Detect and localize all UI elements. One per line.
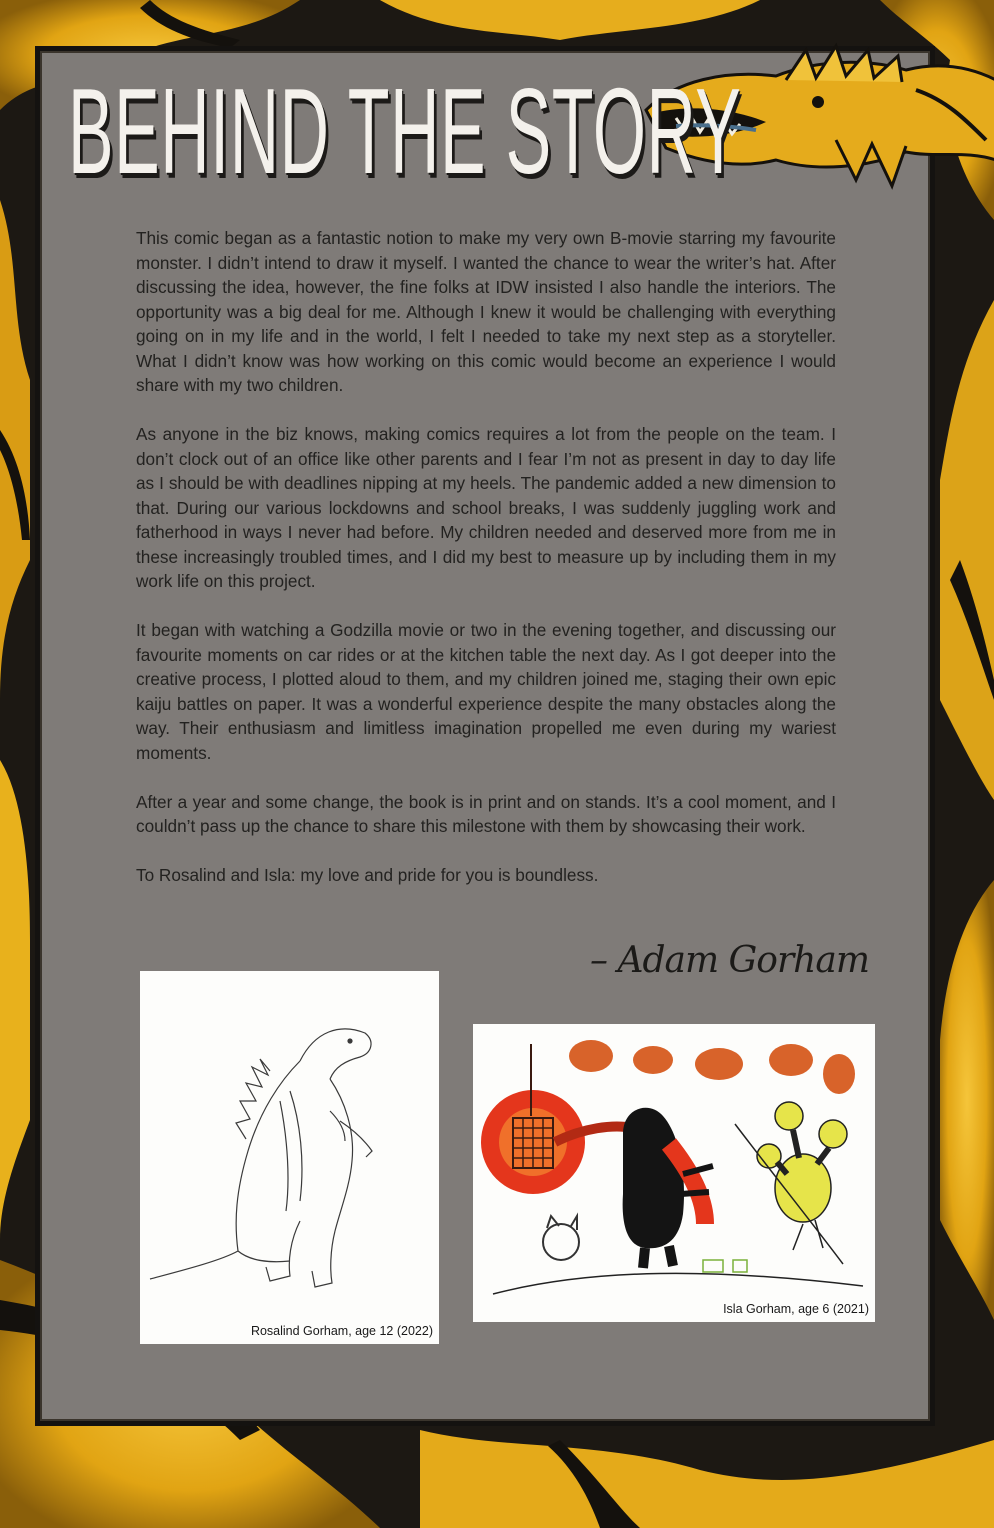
page-title: BEHIND THE STORY — [68, 63, 742, 199]
artwork-isla — [473, 1024, 875, 1322]
artwork-caption: Isla Gorham, age 6 (2021) — [723, 1302, 869, 1316]
paragraph: As anyone in the biz knows, making comics requires a lot from the people on the team. I don’t clock out of an office like other parents and I fear I’m not as present in day to day life as I should be with deadlines nipping at my heels. The pandemic added a new dimension to that. During our various lockdowns and school breaks, I was suddenly juggling work and fatherhood in ways I never had before. My children needed and deserved more from me in these increasingly troubled times, and I did my best to measure up by including them in my work life on this project. — [136, 424, 836, 591]
paragraph: After a year and some change, the book is in print and on stands. It’s a cool moment, and I couldn’t pass up the chance to share this milestone with them by showcasing their work. — [136, 791, 836, 836]
paragraph: To Rosalind and Isla: my love and pride for you is boundless. — [136, 865, 599, 885]
paragraph: This comic began as a fantastic notion to make my very own B-movie starring my favourite monster. I didn’t intend to draw it myself. I wanted the chance to wear the writer’s hat. After discussing the idea, however, the fine folks at IDW insisted I also handle the interiors. The opportunity was a big deal for me. Although I knew it would be challenging with everything going on in my life and in the world, I felt I needed to take my next step as a storyteller. What I didn’t know was how working on this comic would become an experience I would share with my two children. — [136, 228, 836, 395]
artwork-caption: Rosalind Gorham, age 12 (2022) — [250, 1324, 433, 1338]
author-signature: – Adam Gorham — [590, 940, 869, 981]
pencil-godzilla-drawing-icon — [140, 971, 439, 1344]
crayon-kaiju-battle-drawing-icon — [473, 1024, 875, 1322]
article-body — [136, 226, 836, 912]
artwork-rosalind — [140, 971, 439, 1344]
paragraph: It began with watching a Godzilla movie or two in the evening together, and discussing our favourite moments on car rides or at the kitchen table the next day. As I got deeper into the creative process, I plotted aloud to them, and my children joined me, staging their own epic kaiju battles on paper. It was a wonderful experience despite the many obstacles along the way. Their enthusiasm and limitless imagination propelled me even during my wariest moments. — [136, 620, 836, 763]
